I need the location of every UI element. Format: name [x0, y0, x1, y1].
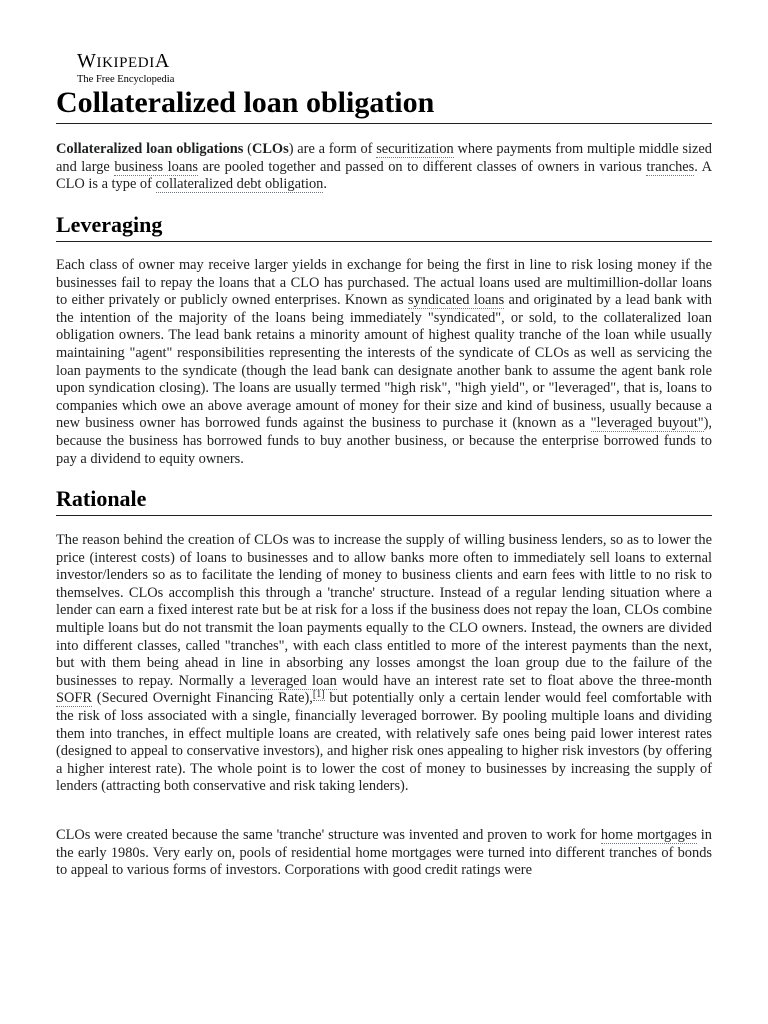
link-tranches[interactable]: tranches: [646, 158, 695, 175]
link-syndicated-loans[interactable]: syndicated loans: [407, 292, 505, 309]
intro-paragraph: Collateralized loan obligations (CLOs) are a form of securitization where payments from multiple middle sized and large business loans are pooled together and passed on to different classes of owners in various tranches. A CLO is a type of collateralized debt obligation.: [56, 141, 713, 193]
link-collateralized-debt-obligation[interactable]: collateralized debt obligation: [155, 176, 324, 193]
reference-1[interactable]: [1]: [312, 689, 325, 701]
link-business-loans[interactable]: business loans: [114, 158, 199, 175]
section-heading-leveraging: Leveraging: [56, 211, 712, 242]
rationale-paragraph-2: CLOs were created because the same 'tranche' structure was invented and proven to work for home mortgages in the early 1980s. Very early on, pools of residential home mortgages were turned into different tranches of bonds to appeal to various forms of investors. Corporations with good credit ratings were: [56, 827, 713, 879]
link-leveraged-buyout[interactable]: "leveraged buyout": [590, 415, 704, 432]
link-home-mortgages[interactable]: home mortgages: [600, 827, 697, 843]
section-heading-rationale: Rationale: [56, 485, 712, 516]
leveraging-paragraph: Each class of owner may receive larger yields in exchange for being the first in line to risk losing money if the businesses fail to repay the loans that a CLO has purchased. The actual loans used are multimillion-dollar loans to either privately or publicly owned enterprises. Known as syndicated loans and originated by a lead bank with the intention of the majority of the loans being immediately "syndicated", or sold, to the collateralized loan obligation owners. The lead bank retains a minority amount of highest quality tranche of the loan while usually maintaining "agent" responsibilities representing the interests of the syndicate of CLOs as well as servicing the loan payments to the syndicate (though the lead bank can designate another bank to assume the agent bank role upon syndication closing). The loans are usually termed "high risk", "high yield", or "leveraged", that is, loans to companies which owe an above average amount of money for their size and kind of business, usually because a new business owner has borrowed funds against the business to purchase it (known as a "leveraged buyout"), because the business has borrowed funds to buy another business, or because the enterprise borrowed funds to pay a dividend to equity owners.: [56, 257, 713, 467]
link-sofr[interactable]: SOFR: [56, 690, 92, 707]
link-securitization[interactable]: securitization: [376, 141, 454, 157]
link-leveraged-loan[interactable]: leveraged loan: [250, 672, 337, 689]
rationale-paragraph-1: The reason behind the creation of CLOs was to increase the supply of willing business lenders, so as to lower the price (interest costs) of loans to businesses and to allow banks more often to immediately sell loans to external investor/lenders so as to facilitate the lending of money to business clients and earn fees with little to no risk to themselves. CLOs accomplish this through a 'tranche' structure. Instead of a regular lending situation where a lender can earn a fixed interest rate but be at risk for a loss if the business does not repay the loan, CLOs combine multiple loans but do not transmit the loan payments equally to the CLO owners. Instead, the owners are divided into different classes, called "tranches", with each class entitled to more of the interest payments than the next, but with them being ahead in line in absorbing any losses amongst the loan group due to the failure of the businesses to repay. Normally a leveraged loan would have an interest rate set to float above the three-month SOFR (Secured Overnight Financing Rate),[1] but potentially only a certain lender would feel comfortable with the risk of loss associated with a single, financially leveraged borrower. By pooling multiple loans and dividing them into tranches, in effect multiple loans are created, with relatively safe ones being paid lower interest rates (designed to appeal to conservative investors), and higher risk ones appealing to higher risk investors (by offering a higher interest rate). The whole point is to lower the cost of money to businesses by increasing the supply of lenders (attracting both conservative and risk taking lenders).: [56, 532, 713, 795]
logo-wordmark: WIKIPEDIA: [77, 50, 170, 72]
logo-tagline: The Free Encyclopedia: [77, 74, 175, 85]
page-title: Collateralized loan obligation: [56, 84, 712, 124]
wikipedia-logo[interactable]: [77, 50, 174, 86]
